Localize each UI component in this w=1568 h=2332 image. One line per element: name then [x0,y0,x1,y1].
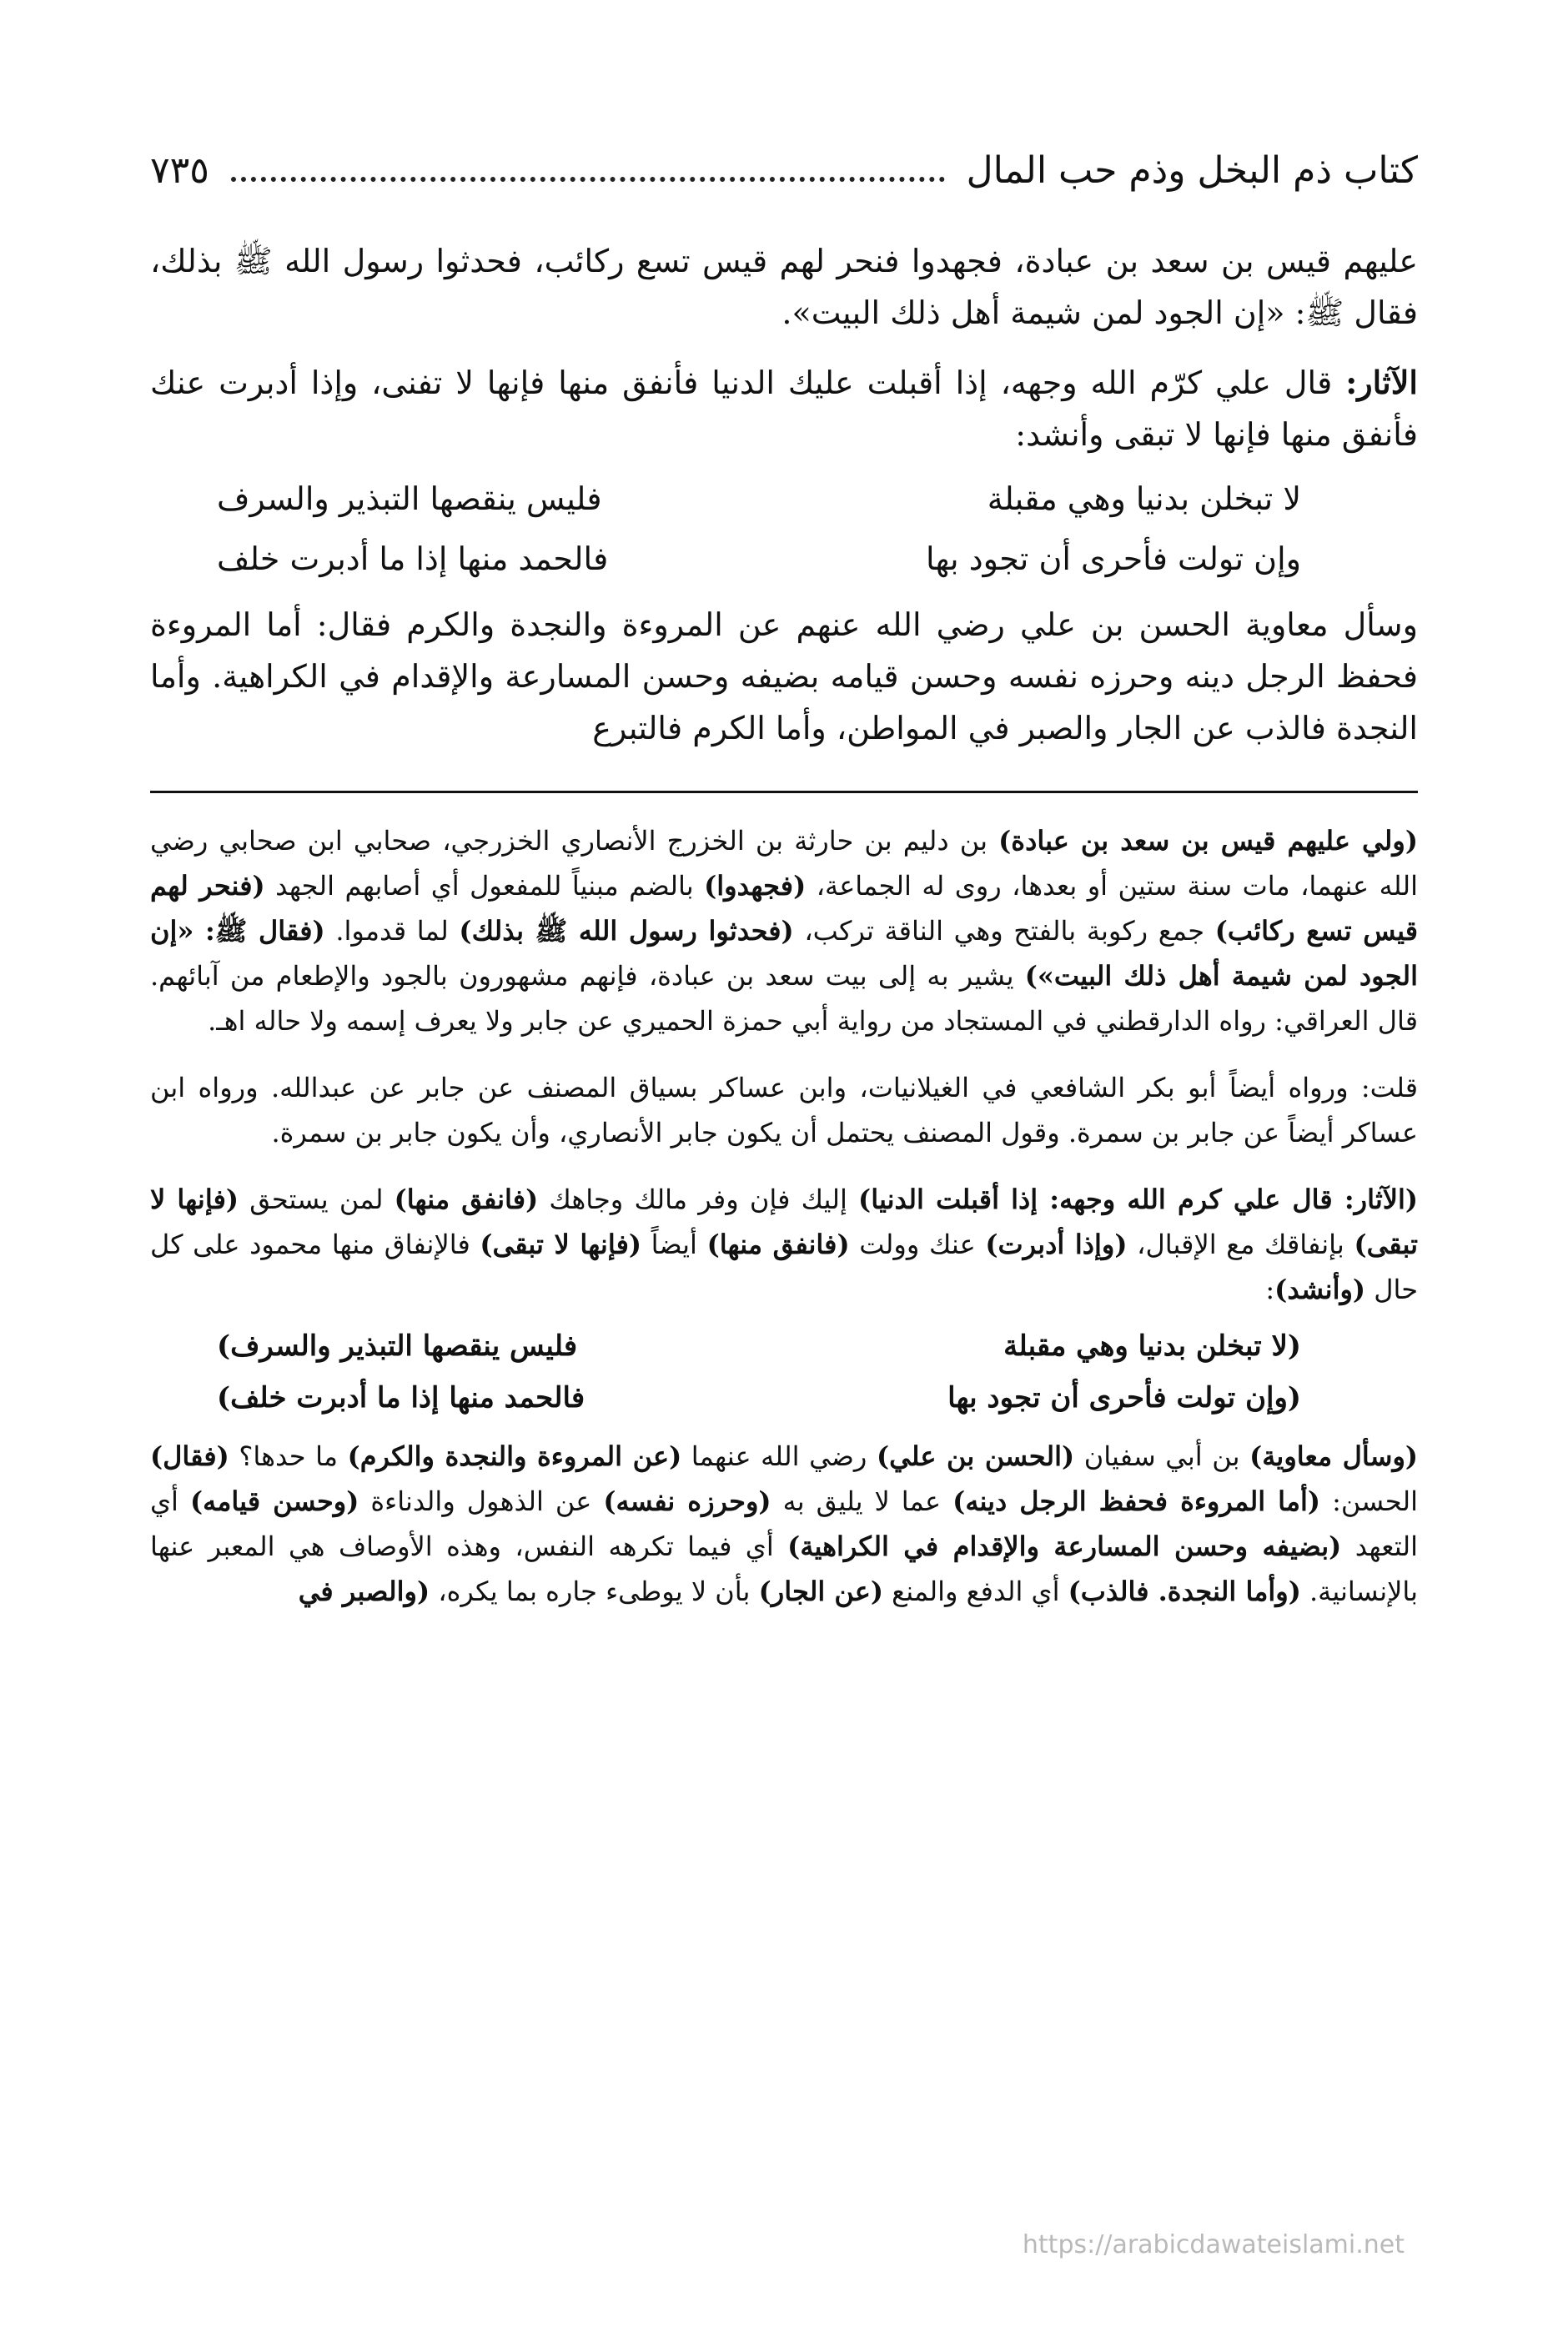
quoted-text: (وحرزه نفسه) [603,1485,771,1517]
commentary-text: أيضاً [641,1229,707,1260]
athar-text: قال علي كرّم الله وجهه، إذا أقبلت عليك الدنيا فأنفق منها فإنها لا تفنى، وإذا أدبرت عنك فأنفق منها فإنها لا تبقى وأنشد: [150,364,1418,453]
poem-verse-1 [217,469,1301,529]
commentary-text: لما قدموا. [324,915,460,947]
commentary [150,818,1418,1614]
commentary-text: جمع ركوبة بالفتح وهي الناقة تركب، [793,915,1215,947]
commentary-verse-2 [217,1372,1301,1424]
quoted-text: (والصبر في [298,1576,430,1607]
main-poem [217,469,1301,589]
verse-2-first-half: وإن تولت فأحرى أن تجود بها [925,540,1301,577]
commentary-text: أي فيما تكرهه النفس، وهذه الأوصاف هي المعبر عنها بالإنسانية. [150,1530,1418,1607]
commentary-text: بإنفاقك مع الإقبال، [1127,1229,1354,1260]
quoted-text: (فقال) [150,1440,229,1472]
commentary-verse-1-first-half: (لا تبخلن بدنيا وهي مقبلة [1003,1329,1301,1363]
quoted-text: (فحدثوا رسول الله ﷺ بذلك) [459,915,794,947]
commentary-verse-2-first-half: (وإن تولت فأحرى أن تجود بها [947,1381,1301,1415]
commentary-text: أي التعهد [150,1485,1419,1562]
quoted-text: (فانفق منها) [394,1184,539,1215]
main-paragraph-2 [150,357,1418,460]
commentary-text: عما لا يليق به [771,1485,953,1517]
main-paragraph-1: عليهم قيس بن سعد بن عبادة، فجهدوا فنحر لهم قيس تسع ركائب، فحدثوا رسول الله ﷺ بذلك، فقال ﷺ: «إن الجود لمن شيمة أهل ذلك البيت». [150,243,1418,331]
commentary-text: رضي الله عنهما [681,1440,877,1472]
quoted-text: (عن المروءة والنجدة والكرم) [347,1440,682,1472]
commentary-paragraph-3 [150,1177,1418,1312]
quoted-text: (الآثار: قال علي كرم الله وجهه: إذا أقبلت الدنيا) [858,1184,1419,1215]
quoted-text: (فانفق منها) [706,1229,850,1260]
commentary-text: لمن يستحق [239,1184,395,1215]
quoted-text: (فنحر لهم قيس تسع ركائب) [150,870,1419,947]
commentary-text: عن الذهول والدناءة [359,1485,604,1517]
quoted-text: (فإنها لا تبقى) [150,1184,1418,1260]
main-paragraph-3: وسأل معاوية الحسن بن علي رضي الله عنهم عن المروءة والنجدة والكرم فقال: أما المروءة فحفظ الرجل دينه وحرزه نفسه وحسن قيامه بضيفه وحسن المسارعة والإقدام في الكراهية. وأما النجدة فالذب عن الجار والصبر في المواطن، وأما الكرم فالتبرع [150,606,1418,746]
commentary-text: ما حدها؟ [229,1440,348,1472]
quoted-text: (عن الجار) [758,1576,883,1607]
commentary-text: بن دليم بن حارثة بن الخزرج الأنصاري الخزرجي، صحابي ابن صحابي رضي الله عنهما، مات سنة ستين أو بعدها، روى له الجماعة، [150,825,1419,902]
header-title: كتاب ذم البخل وذم حب المال [966,149,1418,192]
quoted-text: (ولي عليهم قيس بن سعد بن عبادة) [998,825,1419,857]
commentary-poem [217,1320,1301,1424]
running-header [150,117,1418,192]
quoted-text: (فجهدوا) [704,870,807,902]
watermark-url: https://arabicdawateislami.net [1022,2230,1405,2259]
quoted-text: (بضيفه وحسن المسارعة والإقدام في الكراهية) [787,1530,1342,1562]
footnote-divider [150,791,1418,793]
commentary-text: بن أبي سفيان [1074,1440,1250,1472]
athar-heading: الآثار: [1345,364,1418,401]
quoted-text: (وحسن قيامه) [189,1485,359,1517]
commentary-verse-1-second-half: فليس ينقصها التبذير والسرف) [217,1329,578,1363]
header-dot-leader [231,177,945,182]
commentary-verse-1 [217,1320,1301,1372]
commentary-paragraph-2: قلت: ورواه أيضاً أبو بكر الشافعي في الغيلانيات، وابن عساكر بسياق المصنف عن جابر عن عبدالله. ورواه ابن عساكر أيضاً عن جابر بن سمرة. وقول المصنف يحتمل أن يكون جابر الأنصاري، وأن يكون جابر بن سمرة. [150,1072,1418,1148]
quoted-text: (وأنشد) [1274,1274,1366,1305]
commentary-text: إليك فإن وفر مالك وجاهك [538,1184,859,1215]
quoted-text: (أما المروءة فحفظ الرجل دينه) [952,1485,1321,1517]
quoted-text: (وإذا أدبرت) [985,1229,1128,1260]
quoted-text: (وأما النجدة. فالذب) [1068,1576,1301,1607]
commentary-text: : [1265,1274,1275,1305]
commentary-text: عنك وولت [849,1229,986,1260]
quoted-text: (فإنها لا تبقى) [480,1229,641,1260]
quoted-text: (وسأل معاوية) [1249,1440,1419,1472]
page-number: ٧٣٥ [150,149,209,192]
commentary-paragraph-1 [150,818,1418,1043]
verse-2-second-half: فالحمد منها إذا ما أدبرت خلف [217,540,609,577]
commentary-text: الحسن: [1320,1485,1419,1517]
book-page [150,117,1418,1614]
verse-1-first-half: لا تبخلن بدنيا وهي مقبلة [987,480,1301,517]
quoted-text: (الحسن بن علي) [876,1440,1075,1472]
commentary-paragraph-4 [150,1434,1418,1614]
commentary-text: فالإنفاق منها محمود على كل حال [150,1229,1418,1305]
verse-1-second-half: فليس ينقصها التبذير والسرف [217,480,602,517]
commentary-text: أي الدفع والمنع [882,1576,1068,1607]
commentary-text: يشير به إلى بيت سعد بن عبادة، فإنهم مشهورون بالجود والإطعام من آبائهم. قال العراقي: رواه الدارقطني في المستجاد من رواية أبي حمزة الحميري عن جابر ولا يعرف إسمه ولا حاله اهـ. [150,960,1418,1037]
commentary-text: بأن لا يوطىء جاره بما يكره، [430,1576,759,1607]
quoted-text: (فقال ﷺ: «إن الجود لمن شيمة أهل ذلك البيت») [150,915,1419,992]
main-text [150,235,1418,754]
commentary-text: بالضم مبنياً للمفعول أي أصابهم الجهد [264,870,705,902]
poem-verse-2 [217,529,1301,589]
commentary-verse-2-second-half: فالحمد منها إذا ما أدبرت خلف) [217,1381,585,1415]
